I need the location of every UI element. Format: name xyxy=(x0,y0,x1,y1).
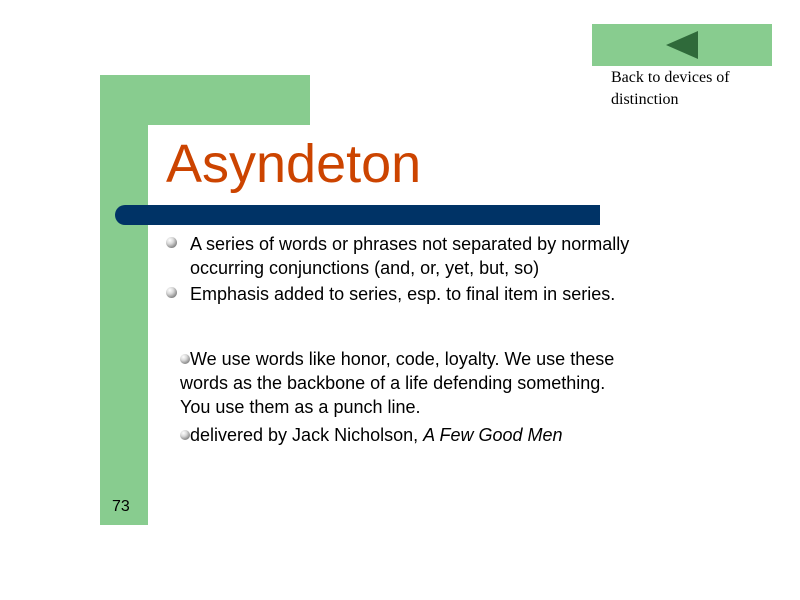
bullet-icon xyxy=(166,237,177,248)
attribution-prefix: delivered by Jack Nicholson, xyxy=(190,425,424,445)
back-button[interactable] xyxy=(592,24,772,66)
quote-text: We use words like honor, code, loyalty. We use these words as the backbone of a life defending something. You use them as a punch line. xyxy=(180,349,615,417)
decorative-green-bar xyxy=(100,75,148,525)
attribution-work-title: A Few Good Men xyxy=(423,425,563,445)
bullet-icon xyxy=(166,287,177,298)
bullet-text: A series of words or phrases not separated by normally occurring conjunctions (and, or, yet, but, so) xyxy=(190,234,630,278)
title-underline-rule xyxy=(115,205,600,225)
bullet-icon xyxy=(180,430,190,440)
quote-block xyxy=(180,347,640,447)
bullet-icon xyxy=(180,354,190,364)
bullet-list xyxy=(166,232,686,308)
slide-title: Asyndeton xyxy=(166,134,422,194)
quote xyxy=(180,347,640,419)
list-item xyxy=(166,232,686,280)
attribution xyxy=(180,423,640,447)
arrow-left-icon xyxy=(664,29,700,61)
slide-number: 73 xyxy=(112,498,130,515)
back-link-label[interactable]: Back to devices of distinction xyxy=(611,69,730,108)
list-item xyxy=(166,282,686,306)
bullet-text: Emphasis added to series, esp. to final item in series. xyxy=(190,284,616,304)
decorative-green-header xyxy=(100,75,310,125)
